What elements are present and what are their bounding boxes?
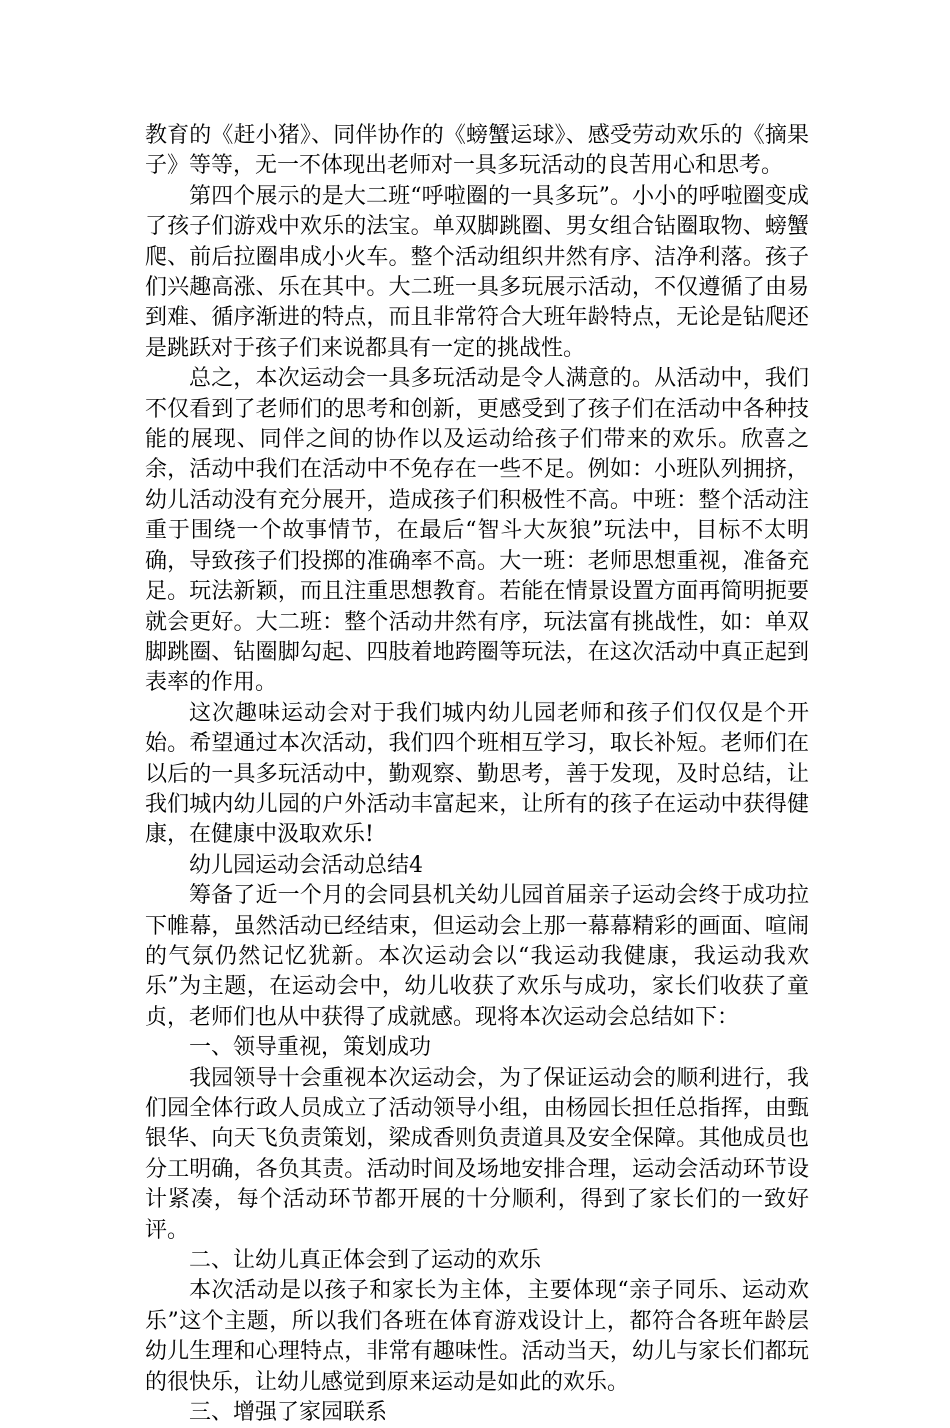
paragraph: 这次趣味运动会对于我们城内幼儿园老师和孩子们仅仅是个开始。希望通过本次活动，我们四个班相互学习，取长补短。老师们在以后的一具多玩活动中，勤观察、勤思考，善于发现，及时总结，让我们城内幼儿园的户外活动丰富起来，让所有的孩子在运动中获得健康，在健康中汲取欢乐! [145, 700, 809, 848]
section-title: 幼儿园运动会活动总结4 [189, 852, 423, 878]
paragraph: 第四个展示的是大二班“呼啦圈的一具多玩”。小小的呼啦圈变成了孩子们游戏中欢乐的法宝。单双脚跳圈、男女组合钻圈取物、螃蟹爬、前后拉圈串成小火车。整个活动组织井然有序、洁净利落。孩子们兴趣高涨、乐在其中。大二班一具多玩展示活动，不仅遵循了由易到难、循序渐进的特点，而且非常符合大班年龄特点，无论是钻爬还是跳跃对于孩子们来说都具有一定的挑战性。 [145, 183, 809, 361]
section-heading: 一、领导重视，策划成功 [189, 1035, 432, 1061]
section-heading: 二、让幼儿真正体会到了运动的欢乐 [189, 1248, 542, 1274]
paragraph: 本次活动是以孩子和家长为主体，主要体现“亲子同乐、运动欢乐”这个主题，所以我们各班在体育游戏设计上，都符合各班年龄层幼儿生理和心理特点，非常有趣味性。活动当天，幼儿与家长们都玩的很快乐，让幼儿感觉到原来运动是如此的欢乐。 [145, 1278, 809, 1395]
paragraph: 我园领导十会重视本次运动会，为了保证运动会的顺利进行，我们园全体行政人员成立了活动领导小组，由杨园长担任总指挥，由甄银华、向天飞负责策划，梁成香则负责道具及安全保障。其他成员也分工明确，各负其责。活动时间及场地安排合理，运动会活动环节设计紧凑，每个活动环节都开展的十分顺利，得到了家长们的一致好评。 [145, 1065, 809, 1243]
paragraph: 筹备了近一个月的会同县机关幼儿园首届亲子运动会终于成功拉下帷幕，虽然活动已经结束，但运动会上那一幕幕精彩的画面、喧闹的气氛仍然记忆犹新。本次运动会以“我运动我健康，我运动我欢乐”为主题，在运动会中，幼儿收获了欢乐与成功，家长们收获了童贞，老师们也从中获得了成就感。现将本次运动会总结如下： [145, 883, 809, 1030]
paragraph: 总之，本次运动会一具多玩活动是令人满意的。从活动中，我们不仅看到了老师们的思考和创新，更感受到了孩子们在活动中各种技能的展现、同伴之间的协作以及运动给孩子们带来的欢乐。欣喜之余，活动中我们在活动中不免存在一些不足。例如：小班队列拥挤，幼儿活动没有充分展开，造成孩子们积极性不高。中班：整个活动注重于围绕一个故事情节，在最后“智斗大灰狼”玩法中，目标不太明确，导致孩子们投掷的准确率不高。大一班：老师思想重视，准备充足。玩法新颖，而且注重思想教育。若能在情景设置方面再简明扼要就会更好。大二班：整个活动井然有序，玩法富有挑战性，如：单双脚跳圈、钻圈脚勾起、四肢着地跨圈等玩法，在这次活动中真正起到表率的作用。 [145, 366, 809, 696]
document-page [145, 121, 809, 1428]
paragraph: 教育的《赶小猪》、同伴协作的《螃蟹运球》、感受劳动欢乐的《摘果子》等等，无一不体现出老师对一具多玩活动的良苦用心和思考。 [145, 123, 809, 179]
section-heading: 三、增强了家园联系 [189, 1400, 388, 1426]
